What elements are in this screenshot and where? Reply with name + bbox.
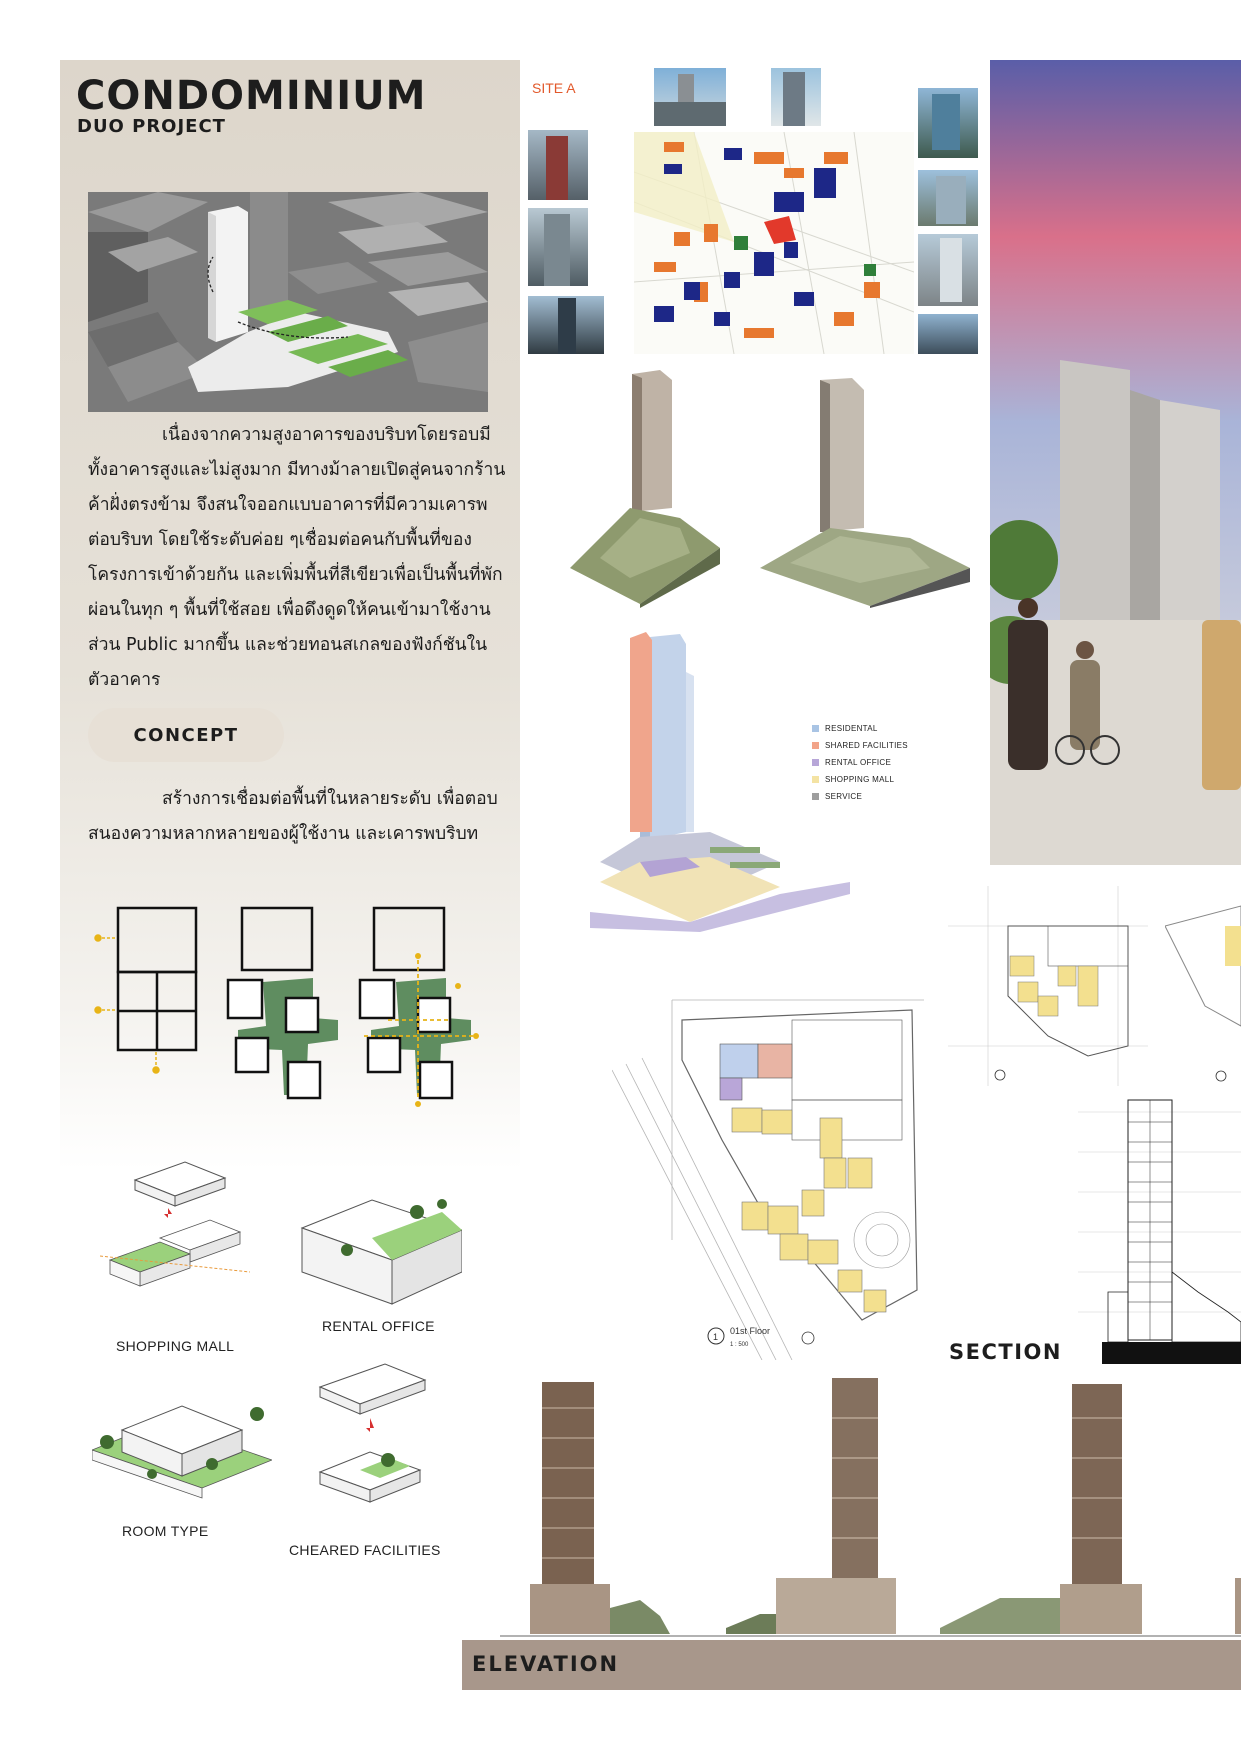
page-title: CONDOMINIUM (76, 73, 427, 119)
site-photo-3 (528, 130, 588, 200)
section-drawing (1078, 1092, 1241, 1364)
intro-paragraph: เนื่องจากความสูงอาคารของบริบทโดยรอบมีทั้งอาคารสูงและไม่สูงมาก มีทางม้าลายเปิดสู่คนจากร้านค้าฝั่งตรงข้าม จึงสนใจออกแบบอาคารที่มีความเคารพต่อบริบท โดยใช้ระดับค่อย ๆเชื่อมต่อคนกับพื้นที่ของโครงการเข้าด้วยกัน และเพิ่มพื้นที่สีเขียวเพื่อเป็นพื้นที่พักผ่อนในทุก ๆ พื้นที่ใช้สอย เพื่อดึงดูดให้คนเข้ามาใช้งานส่วน Public มากขึ้น และช่วยทอนสเกลของฟังก์ชันในตัวอาคาร (88, 425, 506, 690)
legend-swatch-rental-office (812, 759, 819, 766)
tower-render-1 (570, 368, 720, 608)
concept-paragraph: สร้างการเชื่อมต่อพื้นที่ในหลายระดับ เพื่อตอบสนองความหลากหลายของผู้ใช้งาน และเคารพบริบท (88, 789, 498, 844)
site-photo-5 (528, 296, 604, 354)
plan-marker: 1 (713, 1332, 719, 1342)
legend-item-shared-facilities: SHARED FACILITIES (812, 737, 908, 754)
concept-diagram-arrows-1 (95, 935, 159, 1073)
hero-massing-render (88, 192, 488, 412)
site-photo-7 (918, 170, 978, 226)
tower-render-2 (750, 378, 970, 608)
legend-item-service: SERVICE (812, 788, 908, 805)
program-legend (812, 720, 908, 805)
site-photo-6 (918, 88, 978, 158)
elevation-label: ELEVATION (472, 1652, 620, 1676)
legend-item-residential: RESIDENTAL (812, 720, 908, 737)
rental-office-diagram (292, 1168, 462, 1318)
legend-item-rental-office: RENTAL OFFICE (812, 754, 908, 771)
site-photo-8 (918, 234, 978, 306)
site-label: SITE A (532, 80, 576, 96)
section-label: SECTION (949, 1340, 1062, 1364)
plan-floor-label: 01st Floor (730, 1326, 771, 1336)
page-subtitle: DUO PROJECT (77, 116, 226, 137)
floor-plan-upper (948, 886, 1148, 1086)
concept-diagrams (88, 900, 488, 1140)
elevation-tower-3 (940, 1384, 1142, 1634)
room-type-caption: ROOM TYPE (122, 1523, 209, 1539)
site-photo-4 (528, 208, 588, 286)
legend-swatch-shared-facilities (812, 742, 819, 749)
concept-diagram-grid (118, 908, 196, 1050)
shared-facilities-caption: CHEARED FACILITIES (289, 1542, 441, 1558)
legend-swatch-service (812, 793, 819, 800)
floor-plan-upper-2 (1165, 886, 1241, 1086)
shopping-mall-diagram (100, 1160, 250, 1310)
site-photo-9 (918, 314, 978, 354)
plan-scale: 1 : 500 (730, 1342, 749, 1348)
concept-diagram-circulation (360, 908, 479, 1107)
street-render (990, 60, 1241, 865)
elevation-drawing (500, 1378, 1241, 1646)
site-photo-2 (771, 68, 821, 126)
shared-facilities-diagram (310, 1362, 440, 1522)
rental-office-caption: RENTAL OFFICE (322, 1318, 435, 1334)
legend-swatch-residential (812, 725, 819, 732)
concept-badge: CONCEPT (88, 708, 284, 762)
floor-plan (612, 940, 924, 1360)
legend-item-shopping-mall: SHOPPING MALL (812, 771, 908, 788)
elevation-tower-1 (530, 1382, 670, 1634)
site-map (634, 132, 914, 354)
shopping-mall-caption: SHOPPING MALL (116, 1338, 235, 1354)
site-photo-1 (654, 68, 726, 126)
concept-diagram-green (228, 908, 338, 1098)
room-type-diagram (92, 1380, 272, 1510)
legend-swatch-shopping-mall (812, 776, 819, 783)
elevation-tower-2 (726, 1378, 896, 1634)
